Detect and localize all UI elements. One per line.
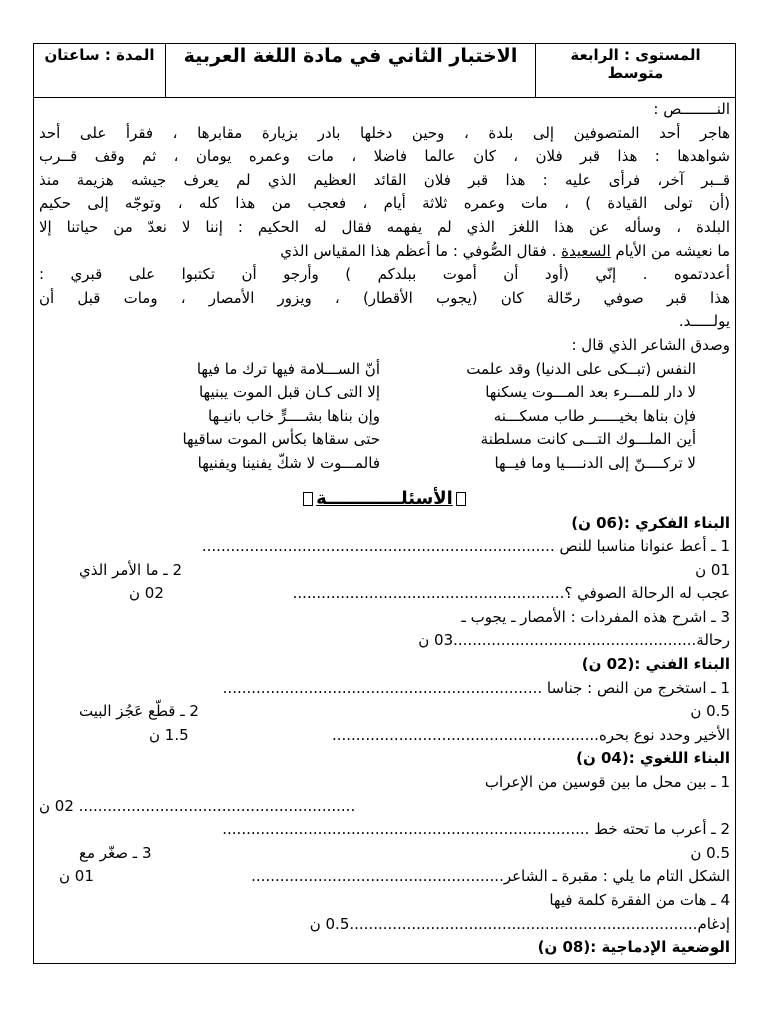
poem-verse: [39, 381, 730, 405]
question-line: 4 ـ هات من الفقرة كلمة فيها: [549, 891, 730, 909]
text-label: النــــــــص :: [653, 100, 730, 118]
question-line: .......................................................... 02 ن: [39, 796, 356, 815]
text-line: شواهدها : هذا قبر فلان ، كان عالما فاضلا ، مات وعمره يومان ، ثم وقف قــرب: [39, 147, 730, 166]
questions-heading: [39, 486, 730, 512]
text-line: البلدة ، وسأله عن هذا اللغز الذي لم يفهمه فقال له الحكيم : إننا لا نعدّ من حياتنا إلا: [39, 217, 730, 236]
question-part: 0.5 ن: [690, 702, 730, 721]
section-heading: البناء الفني :(02 ن): [581, 655, 730, 674]
verse-first-half: فإن بناها بخيـــــر طاب مسكـــنه: [493, 406, 696, 425]
verse-second-half: وإن بناها بشــــرٍّ خاب بانيـها: [208, 406, 380, 425]
poem-verse: [39, 452, 730, 476]
box-glyph-icon: [303, 492, 313, 506]
question-part: الشكل التام ما يلي : مقبرة ـ الشاعر.....................................................: [251, 867, 730, 886]
questions-title: الأسئلــــــــــــة: [316, 487, 453, 509]
poem: [39, 358, 730, 476]
question-part: 2 ـ قطّع عَجُز البيت: [79, 702, 199, 721]
verse-second-half: أنّ الســـلامة فيها ترك ما فيها: [196, 359, 380, 378]
question-line: 1 ـ استخرج من النص : جناسا ...................................................................: [222, 678, 730, 697]
poem-verse: [39, 428, 730, 452]
question-line: [39, 724, 730, 748]
verse-first-half: لا دار للمـــرء بعد المـــوت يسكنها: [485, 383, 696, 402]
poem-verse: [39, 358, 730, 382]
question-mark: 1.5 ن: [149, 725, 189, 744]
text-line-underlined: ما نعيشه من الأيام السعيدة . فقال الصُّوفي : ما أعظم هذا المقياس الذي: [280, 241, 730, 260]
verse-first-half: النفس (تبــكى على الدنيا) وقد علمت: [466, 359, 696, 378]
text-line: وصدق الشاعر الذي قال :: [571, 335, 730, 354]
question-line: [39, 865, 730, 889]
box-glyph-icon: [456, 492, 466, 506]
text-line: قــبر آخر، فرأى عليه : هذا قبر فلان القائد العظيم الذي لم يعرف جيشه هزيمة منذ: [39, 170, 730, 189]
text-line: يولـــــد.: [678, 312, 730, 331]
section-heading: البناء اللغوي :(04 ن): [576, 749, 730, 768]
question-part: الأخير وحدد نوع بحره........................................................: [331, 725, 730, 744]
section-heading: البناء الفكري :(06 ن): [571, 513, 730, 532]
question-mark: 02 ن: [129, 584, 164, 603]
question-line: 2 ـ أعرب ما تحته خط .............................................................................: [222, 820, 730, 839]
duration-cell: المدة : ساعتان: [44, 46, 155, 64]
question-line: [39, 582, 730, 606]
exam-sheet: [33, 43, 736, 964]
level-cell: المستوى : الرابعة متوسط: [535, 44, 735, 97]
exam-body: [34, 98, 735, 960]
section-heading: الوضعية الإدماجية :(08 ن): [537, 938, 730, 957]
question-line: 1 ـ بين محل ما بين قوسين من الإعراب: [484, 773, 730, 792]
verse-second-half: إلا التى كـان قبل الموت يبنيها: [198, 383, 380, 402]
poem-verse: [39, 405, 730, 429]
text-line: أعددتموه . إنّي (أود أن أموت ببلدكم ) وأرجو أن تكتبوا على قبري :: [39, 265, 730, 284]
text-line: هذا قبر صوفي رحّالة كان (يجوب الأقطار) ، ويزور الأمصار ، ومات قبل أن: [39, 288, 730, 307]
question-mark: 01 ن: [59, 867, 94, 886]
question-part: 0.5 ن: [690, 843, 730, 862]
underlined-word: السعيدة: [561, 241, 611, 260]
question-line: [39, 842, 730, 866]
question-line: [39, 559, 730, 583]
question-line: رحالة...................................................03 ن: [418, 631, 730, 650]
question-line: 3 ـ اشرح هذه المفردات : الأمصار ـ يجوب ـ: [461, 607, 730, 626]
question-line: [39, 700, 730, 724]
exam-header: [34, 44, 735, 98]
text-line: هاجر أحد المتصوفين إلى بلدة ، وحين دخلها بادر بزيارة مقابرها ، فقرأ على أحد: [39, 123, 730, 142]
verse-first-half: أين الملـــوك التـــى كانت مسلطنة: [480, 430, 696, 449]
question-line: 1 ـ أعط عنوانا مناسبا للنص ..........................................................................: [201, 537, 730, 556]
verse-first-half: لا تركــــنّ إلى الدنــــيا وما فيــها: [494, 453, 696, 472]
exam-title: الاختبار الثاني في مادة اللغة العربية: [165, 44, 535, 97]
text-line: (أن تولى القيادة ) ، مات وعمره ثلاثة أيام ، فعجب من هذا كله ، وتوجّه إلى حكيم: [39, 194, 730, 213]
question-part: 2 ـ ما الأمر الذي: [79, 560, 183, 579]
question-part: عجب له الرحالة الصوفي ؟.........................................................: [292, 584, 730, 603]
question-part: 3 ـ صغّر مع: [79, 843, 152, 862]
verse-second-half: حتى سقاها بكأس الموت ساقيها: [182, 430, 380, 449]
question-line: إدغام.........................................................................0.5 ن: [309, 914, 730, 933]
verse-second-half: فالمـــوت لا شكّ يفنينا ويفنيها: [197, 453, 380, 472]
question-part: 01 ن: [695, 560, 730, 579]
